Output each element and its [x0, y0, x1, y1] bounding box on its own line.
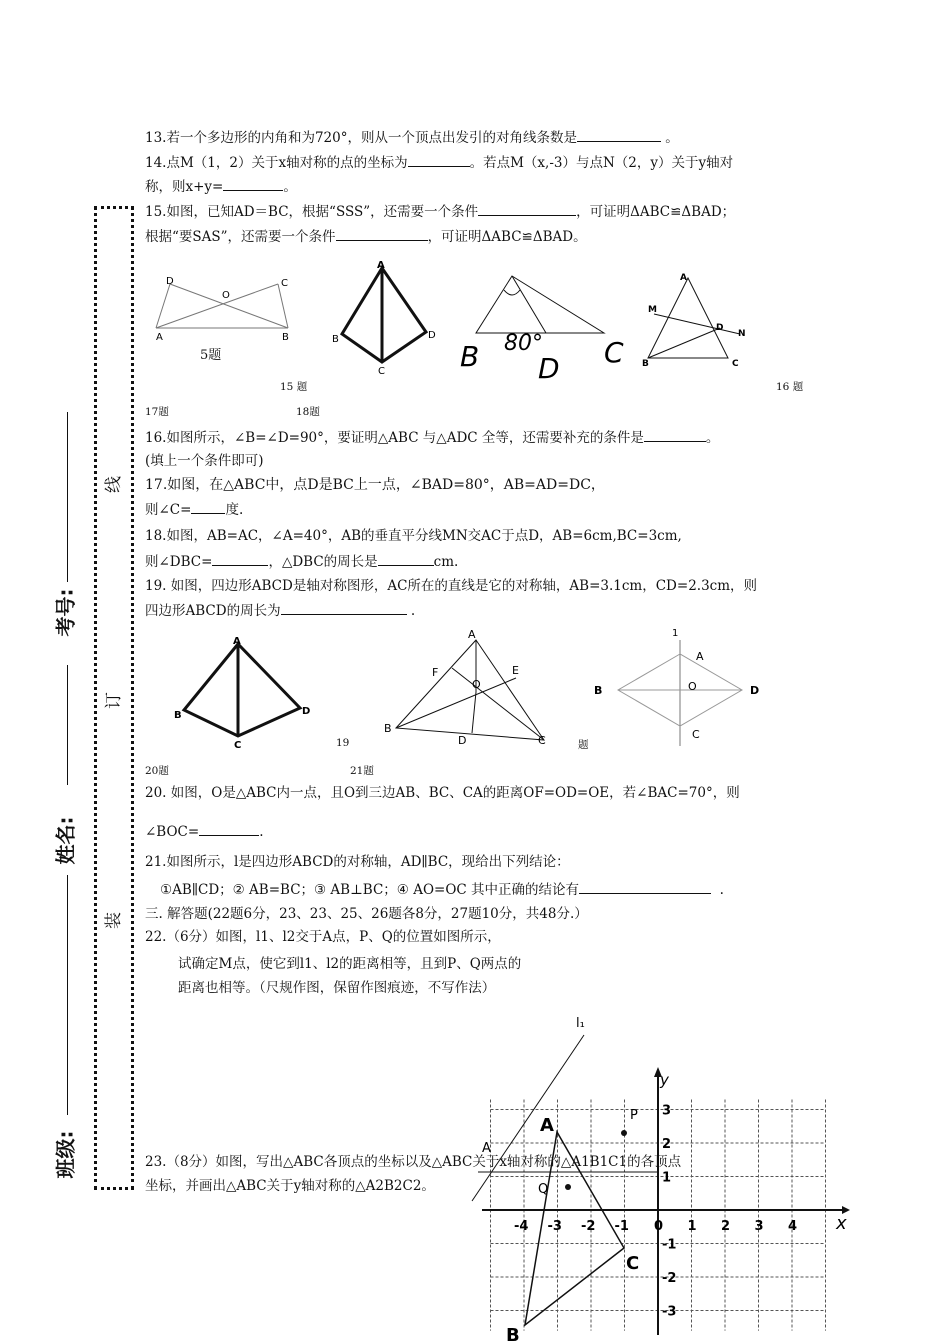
caption-20: 20题	[145, 765, 169, 777]
x-tick-label: 2	[721, 1219, 731, 1234]
figure-15	[150, 272, 300, 342]
x-tick-labels	[514, 1219, 797, 1234]
binding-zhuang: 装	[104, 912, 124, 929]
svg-text:O: O	[222, 290, 230, 301]
q13-blank[interactable]	[577, 128, 661, 142]
vertex-a-label: A	[540, 1115, 554, 1136]
svg-text:C: C	[538, 734, 546, 747]
svg-text:D: D	[750, 684, 760, 697]
section-3-title: 三. 解答题(22题6分，23、23、25、26题各8分，27题10分，共48分.）	[145, 906, 588, 922]
caption-19: 19	[336, 737, 350, 749]
svg-text:C: C	[378, 366, 385, 377]
binding-xian: 线	[104, 476, 124, 493]
point-p	[621, 1130, 627, 1136]
svg-text:D: D	[458, 734, 467, 747]
point-p-label: P	[630, 1108, 638, 1123]
vertex-c-label: C	[626, 1253, 640, 1274]
q21-line1: 21.如图所示，l是四边形ABCD的对称轴，AD∥BC，现给出下列结论：	[145, 854, 570, 870]
figure-19	[592, 626, 772, 748]
svg-text:B: B	[594, 684, 603, 697]
svg-text:A: A	[233, 636, 241, 647]
svg-text:A: A	[696, 650, 704, 663]
q15-blank2[interactable]	[336, 227, 428, 241]
coordinate-grid-figure	[470, 1005, 850, 1344]
q18-blank1[interactable]	[212, 552, 268, 566]
x-axis-label: x	[836, 1213, 847, 1234]
q20-line2: ∠BOC= .	[145, 824, 264, 840]
x-tick-label: 3	[754, 1219, 764, 1234]
q17-line1: 17.如图，在△ABC中，点D是BC上一点，∠BAD=80°，AB=AD=DC，	[145, 477, 605, 493]
kaohao-line	[67, 412, 68, 582]
q19-blank[interactable]	[281, 601, 407, 615]
q21-line2: ①AB∥CD；② AB=BC；③ AB⊥BC；④ AO=OC 其中正确的结论有 .	[160, 882, 724, 898]
x-tick-label: -2	[581, 1219, 596, 1234]
y-tick-label: 3	[662, 1103, 672, 1119]
svg-text:D: D	[166, 276, 174, 287]
svg-text:M: M	[648, 305, 657, 315]
x-tick-label: 1	[687, 1219, 697, 1234]
q19-line2: 四边形ABCD的周长为 .	[145, 603, 416, 619]
q16-line2: (填上一个条件即可)	[145, 453, 264, 469]
q23-line1: 23.（8分）如图，写出△ABC各顶点的坐标以及△ABC关于x轴对称的△A1B1C1的各顶点	[145, 1154, 682, 1170]
svg-text:D: D	[428, 330, 436, 341]
caption-5: 5题	[200, 348, 222, 363]
q16-blank[interactable]	[644, 428, 706, 442]
y-axis-label: y	[660, 1071, 669, 1089]
q14-blank2[interactable]	[223, 177, 283, 191]
vertex-b-label: B	[506, 1325, 520, 1344]
binding-ding: 订	[104, 692, 124, 709]
svg-text:A: A	[156, 332, 163, 342]
q18-line1: 18.如图，AB=AC，∠A=40°，AB的垂直平分线MN交AC于点D，AB=6cm,BC=3cm,	[145, 528, 682, 544]
svg-text:D: D	[302, 706, 311, 717]
y-tick-label: 2	[662, 1137, 672, 1152]
svg-text:B: B	[642, 359, 649, 368]
svg-text:80°: 80°	[504, 331, 543, 356]
caption-15: 15 题	[280, 381, 308, 393]
xingming-line	[67, 875, 68, 1115]
svg-text:1: 1	[672, 628, 679, 639]
q15-blank1[interactable]	[478, 202, 576, 216]
svg-text:A: A	[680, 273, 687, 283]
svg-text:C: C	[234, 740, 242, 751]
svg-text:C: C	[692, 728, 700, 741]
figure-17	[456, 266, 626, 381]
svg-text:D: D	[538, 352, 560, 381]
q14-blank1[interactable]	[408, 153, 470, 167]
q15-line1: 15.如图，已知AD＝BC，根据“SSS”，还需要一个条件 ，可证明ΔABC≌ΔBAD；	[145, 204, 736, 220]
figure-18	[636, 268, 751, 368]
figure-20	[168, 632, 328, 758]
line-l1-label: l₁	[576, 1016, 585, 1031]
x-tick-label: -4	[514, 1219, 529, 1234]
q16-line1: 16.如图所示，∠B=∠D=90°，要证明△ABC 与△ADC 全等，还需要补充的条件是 。	[145, 430, 720, 446]
y-tick-label: -2	[662, 1271, 677, 1286]
q18-blank2[interactable]	[378, 552, 434, 566]
x-tick-label: 0	[654, 1219, 664, 1234]
intersection-a-label: A	[482, 1141, 491, 1156]
svg-text:D: D	[716, 323, 724, 333]
caption-16: 16 题	[776, 381, 804, 393]
svg-text:O: O	[688, 680, 697, 693]
q22-line2: 试确定M点，使它到l1、l2的距离相等，且到P、Q两点的	[178, 956, 522, 972]
svg-text:B: B	[332, 334, 339, 345]
svg-text:B: B	[282, 332, 289, 342]
svg-text:B: B	[384, 722, 392, 735]
caption-21: 21题	[350, 765, 374, 777]
q14-line1: 14.点M（1，2）关于x轴对称的点的坐标为 。若点M（x,-3）与点N（2，y）关于y轴对	[145, 155, 734, 171]
point-q-label: Q	[538, 1182, 549, 1197]
q22-line3: 距离也相等。（尺规作图，保留作图痕迹，不写作法）	[178, 980, 496, 996]
q13: 13.若一个多边形的内角和为720°，则从一个顶点出发引的对角线条数是 。	[145, 130, 679, 146]
figure-21	[378, 626, 568, 751]
y-tick-label: 1	[662, 1170, 672, 1186]
y-tick-labels	[662, 1104, 676, 1320]
svg-text:E: E	[512, 664, 519, 677]
caption-17: 17题	[145, 406, 169, 418]
kaohao-label: 考号:	[53, 588, 78, 637]
svg-text:N: N	[738, 329, 746, 339]
x-tick-label: 4	[788, 1219, 798, 1234]
svg-text:A: A	[468, 628, 476, 641]
point-q	[565, 1184, 571, 1190]
y-tick-label: -3	[662, 1304, 677, 1320]
q22-line1: 22.（6分）如图，l1、l2交于A点，P、Q的位置如图所示，	[145, 929, 501, 945]
x-tick-label: -1	[614, 1219, 629, 1234]
svg-text:O: O	[472, 678, 481, 691]
svg-text:A: A	[377, 260, 385, 271]
q15-line2: 根据“要SAS”，还需要一个条件 ，可证明ΔABC≌ΔBAD。	[145, 229, 587, 245]
kaohao-line-2	[67, 665, 68, 785]
q17-line2: 则∠C= 度.	[145, 502, 244, 518]
q18-line2: 则∠DBC= ，△DBC的周长是 cm.	[145, 554, 459, 570]
q17-blank[interactable]	[191, 500, 225, 514]
q14-line2: 称，则x+y= 。	[145, 179, 297, 195]
svg-text:B: B	[460, 340, 480, 373]
y-tick-label: -1	[662, 1237, 677, 1253]
svg-text:C: C	[604, 336, 624, 369]
caption-18: 18题	[296, 406, 320, 418]
q19-line1: 19. 如图，四边形ABCD是轴对称图形，AC所在的直线是它的对称轴，AB=3.1cm，CD=2.3cm，则	[145, 578, 758, 594]
caption-ti: 题	[578, 739, 589, 751]
figure-16	[326, 258, 446, 378]
svg-text:C: C	[732, 359, 739, 368]
q20-line1: 20. 如图，O是△ABC内一点，且O到三边AB、BC、CA的距离OF=OD=OE，若∠BAC=70°，则	[145, 785, 740, 801]
svg-text:F: F	[432, 666, 439, 679]
q23-line2: 坐标，并画出△ABC关于y轴对称的△A2B2C2。	[145, 1178, 435, 1194]
svg-text:C: C	[281, 278, 288, 289]
svg-text:B: B	[174, 710, 182, 721]
xingming-label: 姓名:	[53, 816, 78, 865]
q20-blank[interactable]	[199, 822, 259, 836]
banji-label: 班级:	[53, 1130, 78, 1179]
q21-blank[interactable]	[579, 880, 711, 894]
x-tick-label: -3	[547, 1219, 562, 1234]
